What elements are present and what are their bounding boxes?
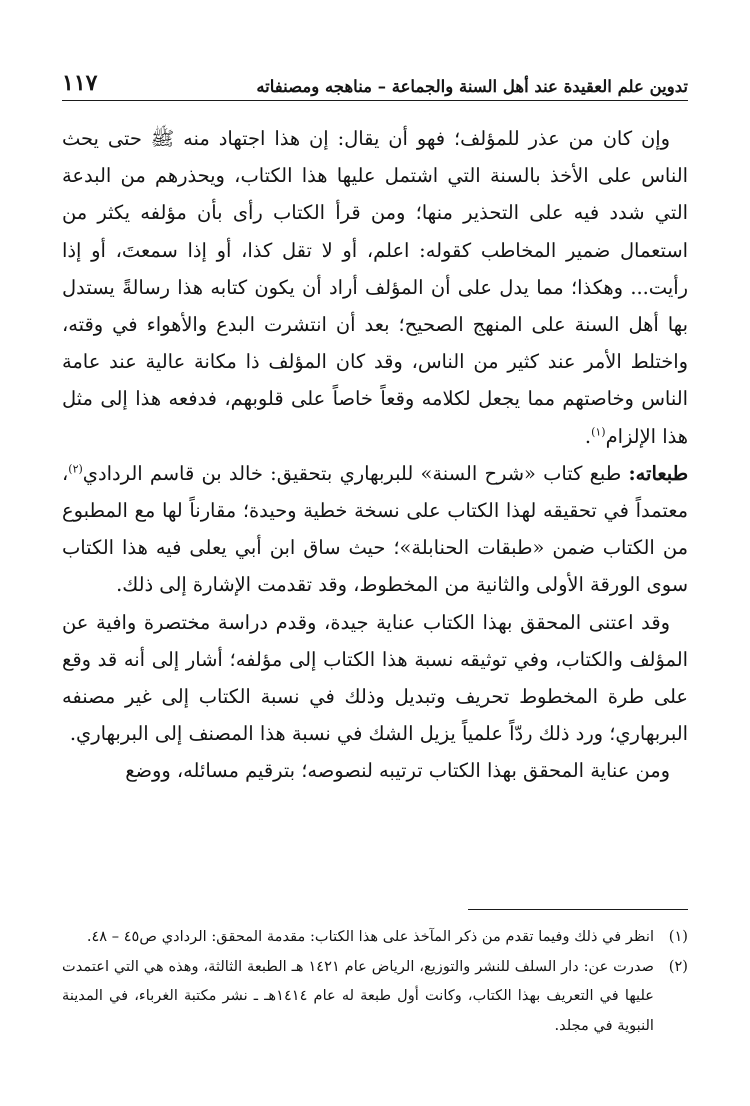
paragraph-2: [62, 455, 688, 604]
paragraph-2-text-a: طبع كتاب «شرح السنة» للبربهاري بتحقيق: خالد بن قاسم الردادي: [82, 461, 629, 485]
paragraph-3: وقد اعتنى المحقق بهذا الكتاب عناية جيدة، وقدم دراسة مختصرة وافية عن المؤلف والكتاب، وفي توثيقه نسبة هذا الكتاب إلى مؤلفه؛ أشار إلى أنه قد وقع على طرة المخطوط تحريف وتبديل وذلك في نسبة الكتاب إلى غير مصنفه البربهاري؛ ورد ذلك ردّاً علمياً يزيل الشك في نسبة هذا المصنف إلى البربهاري.: [62, 610, 688, 746]
paragraph-2-text-b: ، معتمداً في تحقيقه لهذا الكتاب على نسخة خطية وحيدة؛ مقارناً لها مع المطبوع من الكتاب ضمن «طبقات الحنابلة»؛ حيث ساق ابن أبي يعلى فيه هذا الكتاب سوى الورقة الأولى والثانية من المخطوط، وقد تقدمت الإشارة إلى ذلك.: [62, 461, 688, 597]
paragraph-1-text: وإن كان من عذر للمؤلف؛ فهو أن يقال: إن هذا اجتهاد منه ﷺ حتى يحث الناس على الأخذ بالسنة التي اشتمل عليها هذا الكتاب، ويحذرهم من البدعة التي شدد فيه على التحذير منها؛ ومن قرأ الكتاب رأى بأن مؤلفه يكثر من استعمال ضمير المخاطب كقوله: اعلم، أو لا تقل كذا، أو إذا سمعتَ، أو إذا رأيت... وهكذا؛ مما يدل على أن المؤلف أراد أن يكون كتابه هذا رسالةً يستدل بها أهل السنة على المنهج الصحيح؛ بعد أن انتشرت البدع والأهواء في وقته، واختلط الأمر عند كثير من الناس، وقد كان المؤلف ذا مكانة عالية عند عامة الناس وخاصتهم مما يجعل لكلامه وقعاً خاصاً على قلوبهم، فدفعه هذا إلى مثل هذا الإلزام: [62, 127, 688, 448]
footnote-1: [62, 922, 688, 952]
footnote-2: [62, 952, 688, 1041]
footnote-ref-1: (١): [591, 425, 606, 439]
footnotes: [62, 922, 688, 1040]
main-text: [62, 120, 688, 790]
paragraph-1-end: .: [584, 424, 592, 448]
editions-label: طبعاته:: [628, 461, 688, 485]
paragraph-4: ومن عناية المحقق بهذا الكتاب ترتيبه لنصوصه؛ بترقيم مسائله، ووضع: [125, 759, 670, 783]
footnote-1-text: انظر في ذلك وفيما تقدم من ذكر المآخذ على هذا الكتاب: مقدمة المحقق: الردادي ص٤٥ – ٤٨.: [86, 928, 654, 945]
footnote-2-number: (٢): [668, 957, 688, 975]
page-number: ١١٧: [62, 70, 98, 96]
footnote-separator: [468, 909, 688, 910]
paragraph-1: [62, 120, 688, 455]
footnote-2-text: صدرت عن: دار السلف للنشر والتوزيع، الرياض عام ١٤٢١ هـ الطبعة الثالثة، وهذه هي التي اعتمدت عليها في التعريف بهذا الكتاب، وكانت أول طبعة له عام ١٤١٤هـ ـ نشر مكتبة الغرباء، في المدينة النبوية في مجلد.: [62, 957, 655, 1034]
running-header: [62, 62, 688, 101]
footnote-ref-2: (٢): [68, 462, 83, 476]
running-title: تدوين علم العقيدة عند أهل السنة والجماعة – مناهجه ومصنفاته: [256, 77, 688, 96]
footnote-1-number: (١): [668, 928, 688, 945]
